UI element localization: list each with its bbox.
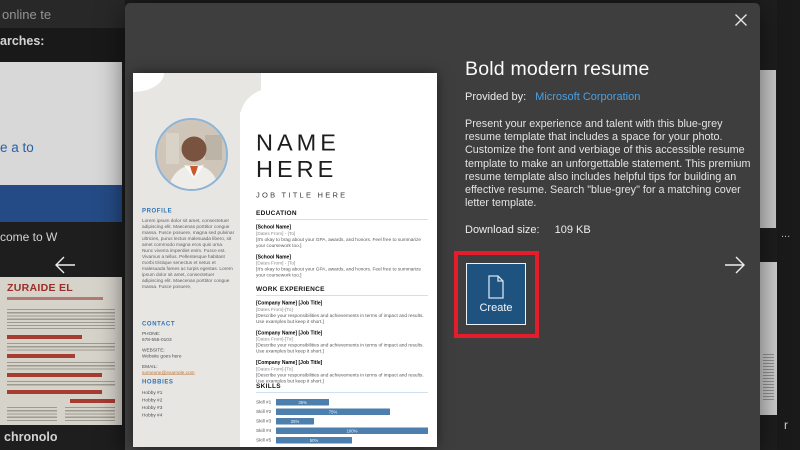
hobby-item: Hobby #2 xyxy=(142,397,163,403)
email-value: someone@example.com xyxy=(142,370,195,376)
profile-heading: PROFILE xyxy=(142,207,173,214)
skill-row xyxy=(256,417,428,427)
thumbnail-resume-name-fragment: ZURAIDE EL xyxy=(7,282,73,294)
template-caption-fragment: r xyxy=(784,418,788,432)
hobbies-list xyxy=(142,389,235,419)
download-size-label: Download size: xyxy=(465,224,540,237)
provider-link[interactable]: Microsoft Corporation xyxy=(535,91,641,103)
create-button-label: Create xyxy=(479,301,513,314)
experience-entry-description: [Describe your responsibilities and achievements in terms of impact and results. Use examples but keep it short.] xyxy=(256,342,424,354)
template-info-panel xyxy=(465,58,765,236)
experience-entry-description: [Describe your responsibilities and achievements in terms of impact and results. Use examples but keep it short.] xyxy=(256,372,424,384)
skill-label: Skill #2 xyxy=(256,409,272,415)
download-size-value: 109 KB xyxy=(554,224,591,237)
education-entries xyxy=(256,225,428,279)
experience-entry xyxy=(256,301,428,325)
template-preview-dialog xyxy=(125,3,760,450)
next-template-button[interactable] xyxy=(720,250,750,280)
experience-entry xyxy=(256,360,428,384)
experience-entry xyxy=(256,330,428,354)
resume-education-section xyxy=(256,209,428,284)
experience-entry-title: [Company Name] [Job Title] xyxy=(256,300,323,306)
website-value: Website goes here xyxy=(142,353,182,359)
phone-label: PHONE: xyxy=(142,331,161,337)
take-a-tour-link-fragment: e a to xyxy=(0,140,34,155)
template-caption-ellipsis: ... xyxy=(781,228,791,240)
skill-label: Skill #1 xyxy=(256,399,272,405)
website-label: WEBSITE: xyxy=(142,347,165,353)
resume-photo xyxy=(155,118,228,191)
skills-bar-chart xyxy=(256,398,428,446)
experience-entry-title: [Company Name] [Job Title] xyxy=(256,360,323,366)
resume-name-line2: HERE xyxy=(256,155,338,182)
close-icon xyxy=(734,13,748,27)
education-entry-title: [School Name] xyxy=(256,224,292,230)
contact-heading: CONTACT xyxy=(142,320,176,327)
education-heading: EDUCATION xyxy=(256,209,428,220)
experience-entry-dates: [Dates From]-[To] xyxy=(256,336,293,342)
document-icon xyxy=(486,275,506,299)
resume-name-block xyxy=(256,129,347,200)
skill-percent-label: 35% xyxy=(298,399,307,405)
close-button[interactable] xyxy=(732,11,750,29)
resume-contact-section xyxy=(142,320,235,381)
education-entry-description: [It's okay to brag about your GPA, awards, and honors. Feel free to summarize your coursework too.] xyxy=(256,236,422,249)
skill-row xyxy=(256,426,428,436)
welcome-template-caption-fragment: come to W xyxy=(0,230,58,244)
skill-bar xyxy=(276,399,329,406)
education-entry xyxy=(256,254,428,278)
experience-entry-title: [Company Name] [Job Title] xyxy=(256,330,323,336)
phone-value: 678-555-0103 xyxy=(142,337,172,343)
suggested-searches-label-fragment: arches: xyxy=(0,34,45,48)
experience-heading: WORK EXPERIENCE xyxy=(256,285,428,296)
education-entry-title: [School Name] xyxy=(256,254,292,260)
resume-hobbies-section xyxy=(142,378,235,419)
chronological-resume-caption-fragment: chronolo xyxy=(4,430,58,444)
education-entry-dates: [Dates From] - [To] xyxy=(256,260,296,266)
previous-template-button[interactable] xyxy=(50,250,80,280)
provided-by-label: Provided by: xyxy=(465,91,527,103)
skill-bar xyxy=(276,409,390,416)
experience-entry-description: [Describe your responsibilities and achievements in terms of impact and results. Use examples but keep it short.] xyxy=(256,312,424,325)
experience-entries xyxy=(256,301,428,385)
create-button[interactable] xyxy=(466,263,526,325)
search-placeholder-fragment: online te xyxy=(2,7,52,22)
education-entry xyxy=(256,225,428,249)
hobbies-heading: HOBBIES xyxy=(142,378,174,385)
skill-bar xyxy=(276,428,428,435)
skill-percent-label: 100% xyxy=(346,428,358,434)
template-title: Bold modern resume xyxy=(465,58,650,80)
template-preview-image xyxy=(133,73,437,447)
hobby-item: Hobby #4 xyxy=(142,412,163,418)
skill-label: Skill #3 xyxy=(256,418,272,424)
skill-label: Skill #5 xyxy=(256,437,272,443)
arrow-right-icon xyxy=(720,250,750,280)
skills-heading: SKILLS xyxy=(256,382,428,393)
skill-row xyxy=(256,436,428,446)
experience-entry-dates: [Dates From]-[To] xyxy=(256,306,293,313)
resume-experience-section xyxy=(256,285,428,390)
template-description: Present your experience and talent with this blue-grey resume template that includes a space for your photo. Customize the font and verbiage of this accessible resume template to make an unforgettable statement. This premium resume template also includes helpful tips for building an effective resume. Search "blue-grey" for a matching cover letter template. xyxy=(465,118,751,210)
profile-text: Lorem ipsum dolor sit amet, consectetuer adipiscing elit. Maecenas porttitor congue massa. Fusce posuere, magna sed pulvinar ultricies, purus lectus malesuada libero, sit amet commodo magna eros quis urna. Nunc viverra imperdiet enim. Fusce est. Vivamus a tellus. Pellentesque habitant morbi tristique senectus et netus et malesuada fames ac turpis egestas. Lorem ipsum dolor sit amet, consectetuer adipiscing elit. Maecenas porttitor congue massa. Fusce posuere, xyxy=(142,218,235,290)
skill-row xyxy=(256,407,428,417)
email-label: EMAIL: xyxy=(142,364,158,370)
hobby-item: Hobby #3 xyxy=(142,405,163,411)
skill-bar xyxy=(276,418,314,425)
resume-job-title: JOB TITLE HERE xyxy=(256,191,348,200)
education-entry-dates: [Dates From] - [To] xyxy=(256,230,296,237)
skill-percent-label: 25% xyxy=(290,418,300,424)
arrow-left-icon xyxy=(50,250,80,280)
skill-percent-label: 50% xyxy=(309,437,319,443)
skill-bar xyxy=(276,437,352,444)
provided-by-row xyxy=(465,91,765,103)
resume-skills-section xyxy=(256,382,428,445)
resume-name-line1: NAME xyxy=(256,129,340,156)
education-entry-description: [It's okay to brag about your GPA, awards, and honors. Feel free to summarize your coursework too.] xyxy=(256,266,422,278)
download-size-row xyxy=(465,224,765,236)
hobby-item: Hobby #1 xyxy=(142,390,163,396)
resume-profile-section xyxy=(142,207,235,290)
skill-label: Skill #4 xyxy=(256,428,272,434)
skill-percent-label: 75% xyxy=(328,409,338,415)
experience-entry-dates: [Dates From]-[To] xyxy=(256,366,293,372)
skill-row xyxy=(256,398,428,408)
